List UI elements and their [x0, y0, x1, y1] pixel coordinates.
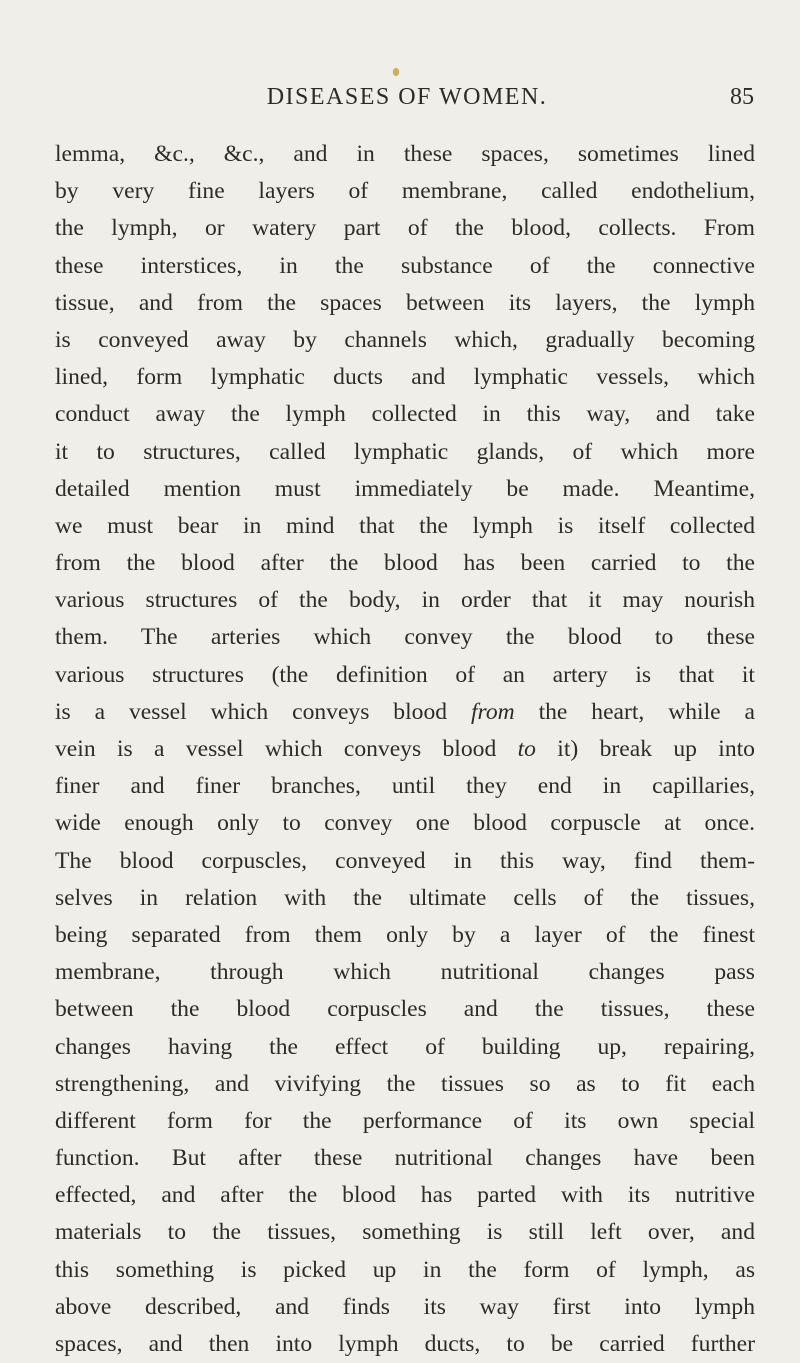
text-line: it to structures, called lymphatic glands, of which more: [55, 438, 755, 465]
running-head: [60, 84, 754, 120]
text-line: The blood corpuscles, conveyed in this way, find them-: [55, 847, 755, 874]
text-line: being separated from them only by a layer of the finest: [55, 921, 755, 948]
line-segment: vein is a vessel which conveys blood: [55, 736, 497, 762]
text-line: between the blood corpuscles and the tissues, these: [55, 996, 755, 1023]
text-line: strengthening, and vivifying the tissues so as to fit each: [55, 1070, 755, 1097]
text-line: materials to the tissues, something is still left over, and: [55, 1219, 755, 1246]
italic-word: to: [517, 736, 536, 762]
text-line: lemma, &c., &c., and in these spaces, sometimes lined: [55, 141, 755, 167]
page-number: 85: [730, 84, 754, 110]
text-line: changes having the effect of building up, repairing,: [55, 1033, 755, 1060]
text-line: above described, and finds its way first into lymph: [55, 1293, 755, 1320]
line-segment: the heart, while a: [538, 698, 756, 725]
text-line: detailed mention must immediately be made. Meantime,: [55, 475, 755, 502]
text-line: membrane, through which nutritional changes pass: [55, 959, 755, 986]
text-line: various structures of the body, in order that it may nourish: [55, 587, 755, 614]
text-line: tissue, and from the spaces between its layers, the lymph: [55, 289, 755, 316]
text-line: is conveyed away by channels which, gradually becoming: [55, 326, 755, 353]
text-line-italic-to: [55, 731, 755, 768]
text-line: lined, form lymphatic ducts and lymphatic vessels, which: [55, 364, 755, 391]
text-line: wide enough only to convey one blood corpuscle at once.: [55, 810, 755, 837]
text-line: from the blood after the blood has been carried to the: [55, 550, 755, 577]
text-line-italic-from: [55, 694, 755, 731]
text-line: various structures (the definition of an artery is that it: [55, 661, 755, 688]
text-line: by very fine layers of membrane, called endothelium,: [55, 178, 755, 205]
text-line: effected, and after the blood has parted with its nutritive: [55, 1182, 755, 1209]
text-line: selves in relation with the ultimate cells of the tissues,: [55, 884, 755, 911]
ornament-mark: [393, 68, 399, 76]
text-line: we must bear in mind that the lymph is itself collected: [55, 512, 755, 539]
line-segment: it) break up into: [557, 736, 755, 762]
text-line: the lymph, or watery part of the blood, collects. From: [55, 215, 755, 242]
line-segment: is a vessel which conveys blood: [55, 698, 448, 725]
text-line: finer and finer branches, until they end in capillaries,: [55, 773, 755, 800]
text-line: spaces, and then into lymph ducts, to be carried further: [55, 1331, 755, 1357]
text-line: this something is picked up in the form of lymph, as: [55, 1256, 755, 1283]
text-line: function. But after these nutritional changes have been: [55, 1145, 755, 1172]
text-line: conduct away the lymph collected in this way, and take: [55, 401, 755, 428]
body-text: [55, 136, 755, 1363]
italic-word: from: [470, 698, 515, 725]
text-line: them. The arteries which convey the blood to these: [55, 624, 755, 651]
text-line: these interstices, in the substance of the connective: [55, 252, 755, 279]
running-title: DISEASES OF WOMEN.: [266, 84, 548, 110]
text-line: different form for the performance of its own special: [55, 1107, 755, 1134]
